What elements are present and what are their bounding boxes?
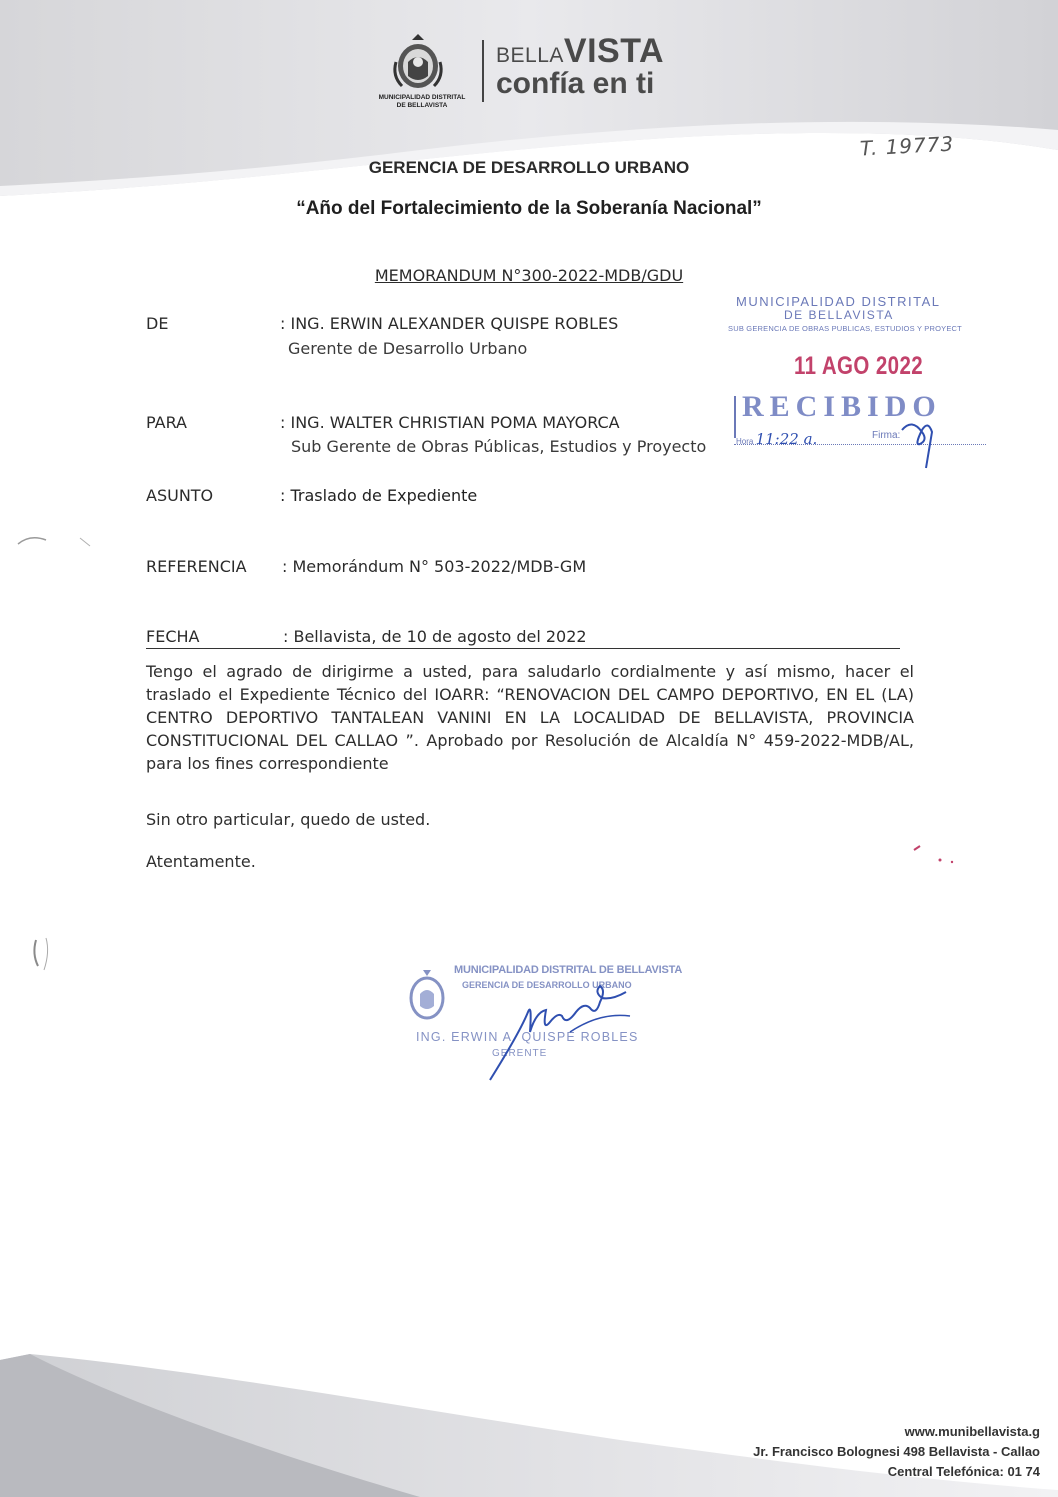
- fecha-divider-line: [146, 648, 900, 649]
- closing-salutation: Atentamente.: [146, 852, 256, 871]
- municipal-crest-icon: [390, 32, 446, 92]
- para-subtitle: Sub Gerente de Obras Públicas, Estudios y Proyecto: [291, 437, 707, 456]
- memo-body: Tengo el agrado de dirigirme a usted, para saludarlo cordialmente y así mismo, hacer el traslado el Expediente Técnico del IOARR: “RENOVACION DEL CAMPO DEPORTIVO, EN EL (LA) CENTRO DEPORTIVO TANTALEAN VANINI EN LA LOCALIDAD DE BELLAVISTA, PROVINCIA CONSTITUCIONAL DEL CALLAO ”. Aprobado por Resolución de Alcaldía N° 459-2022-MDB/AL, para los fines correspondiente: [146, 662, 914, 773]
- brand-tagline: confía en ti: [496, 67, 655, 100]
- scan-artifact: [10, 520, 100, 560]
- footer-website: www.munibellavista.g: [904, 1424, 1040, 1439]
- signature-role: GERENTE: [492, 1048, 548, 1059]
- asunto-value: : Traslado de Expediente: [280, 486, 478, 505]
- logo-divider: [482, 40, 484, 102]
- referencia-label: REFERENCIA: [146, 557, 247, 576]
- footer-phone: Central Telefónica: 01 74: [887, 1464, 1040, 1479]
- stamp-office-line: SUB GERENCIA DE OBRAS PUBLICAS, ESTUDIOS Y PROYECT: [728, 324, 962, 333]
- stamp-firma-label: Firma:: [872, 430, 901, 441]
- de-value: : ING. ERWIN ALEXANDER QUISPE ROBLES: [280, 314, 619, 333]
- asunto-label: ASUNTO: [146, 486, 214, 505]
- stamp-recibido: RECIBIDO: [742, 390, 942, 423]
- municipality-logo: [370, 28, 690, 118]
- crest-caption: MUNICIPALIDAD DISTRITAL DE BELLAVISTA: [378, 94, 466, 109]
- signature-name: ING. ERWIN A. QUISPE ROBLES: [416, 1030, 639, 1044]
- department-heading: GERENCIA DE DESARROLLO URBANO: [368, 158, 690, 177]
- signature-department: GERENCIA DE DESARROLLO URBANO: [462, 980, 632, 990]
- stamp-signature-scribble: [892, 410, 952, 470]
- footer-address: Jr. Francisco Bolognesi 498 Bellavista - Callao: [753, 1444, 1040, 1459]
- referencia-value: : Memorándum N° 503-2022/MDB-GM: [282, 557, 587, 576]
- brand-wordmark: BELLAVISTA confía en ti: [496, 32, 664, 100]
- para-value: : ING. WALTER CHRISTIAN POMA MAYORCA: [280, 413, 620, 432]
- memo-number: MEMORANDUM N°300-2022-MDB/GDU: [374, 266, 684, 285]
- de-subtitle: Gerente de Desarrollo Urbano: [288, 339, 528, 358]
- fecha-label: FECHA: [146, 627, 200, 646]
- fecha-value: : Bellavista, de 10 de agosto del 2022: [283, 627, 587, 646]
- signature-crest-icon: [406, 964, 448, 1024]
- stamp-hora: Hora 11:22 a.: [736, 430, 818, 448]
- signature-stamp: [400, 960, 683, 1080]
- handwritten-reference-note: T. 19773: [859, 131, 955, 161]
- de-label: DE: [146, 314, 169, 333]
- year-motto: “Año del Fortalecimiento de la Soberanía Nacional”: [296, 198, 762, 219]
- scan-artifact: [910, 840, 970, 870]
- closing-line: Sin otro particular, quedo de usted.: [146, 810, 431, 829]
- para-label: PARA: [146, 413, 187, 432]
- signature-org: MUNICIPALIDAD DISTRITAL DE BELLAVISTA: [454, 964, 683, 976]
- received-stamp: [724, 292, 994, 462]
- stamp-district-line: DE BELLAVISTA: [784, 308, 894, 322]
- stamp-org-line: MUNICIPALIDAD DISTRITAL: [736, 294, 941, 309]
- scan-artifact: [26, 930, 66, 980]
- stamp-date: 11 AGO 2022: [794, 352, 924, 380]
- handwritten-signature: [450, 972, 650, 1082]
